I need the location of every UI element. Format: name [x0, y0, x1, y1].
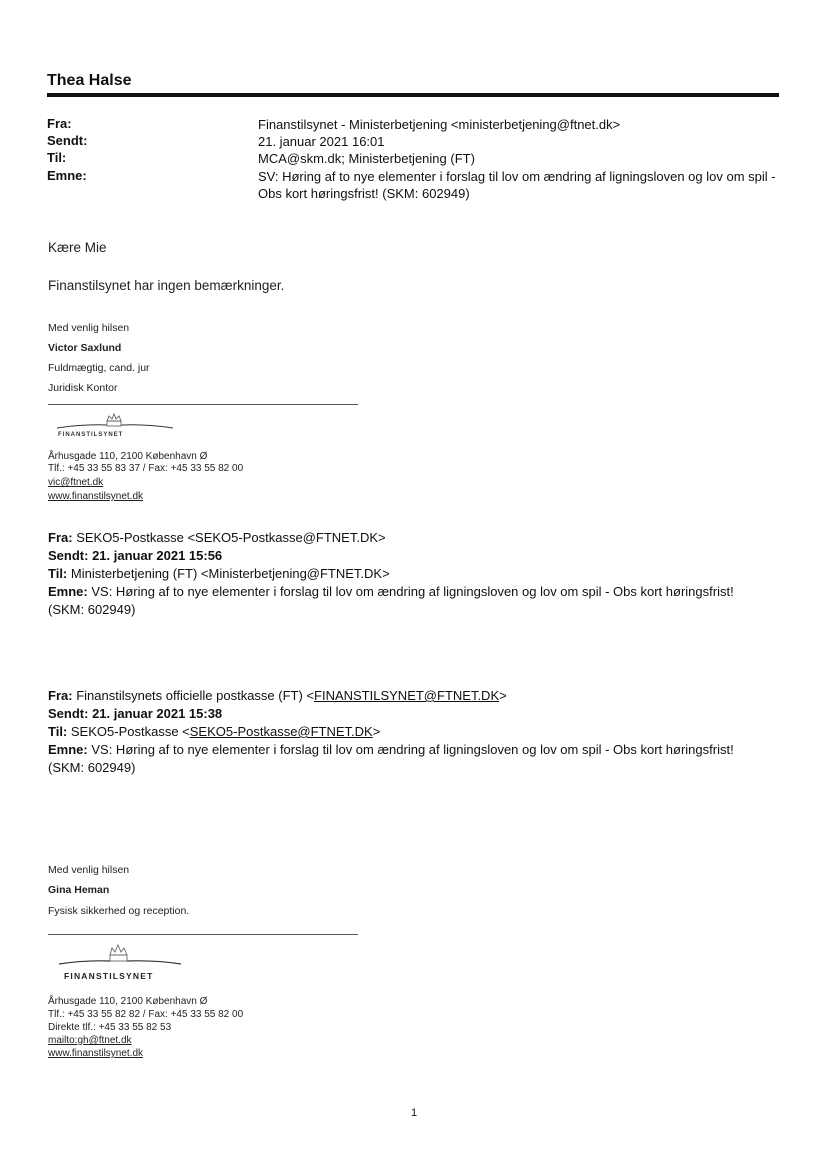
sender-name: Thea Halse — [47, 72, 132, 89]
header-sent-label: Sendt: — [47, 133, 88, 148]
sig1-name: Victor Saxlund — [48, 342, 122, 354]
sig2-logo-text: FINANSTILSYNET — [64, 971, 154, 981]
fw2-to-email-link[interactable]: SEKO5-Postkasse@FTNET.DK — [189, 724, 373, 739]
fw2-subject: VS: Høring af to nye elementer i forslag til lov om ændring af ligningsloven og lov om spil - Obs kort høringsfrist! (SKM: 602949) — [48, 742, 734, 775]
fw2-to-prefix: SEKO5-Postkasse — [70, 724, 183, 739]
fw2-subject-label: Emne: — [48, 742, 88, 757]
sig1-web-link[interactable]: www.finanstilsynet.dk — [48, 491, 144, 502]
sig1-logo-text: FINANSTILSYNET — [58, 432, 124, 438]
page-number: 1 — [410, 1107, 418, 1119]
fw1-from-label: Fra: — [48, 530, 73, 545]
forward2-block — [48, 687, 748, 777]
fw2-to-open: < — [182, 724, 190, 739]
fw1-from: SEKO5-Postkasse <SEKO5-Postkasse@FTNET.DK> — [76, 530, 386, 545]
fw2-to-end: > — [372, 724, 381, 739]
sig1-rule — [48, 404, 358, 405]
sig1-closing: Med venlig hilsen — [48, 322, 130, 334]
sig1-address: Århusgade 110, 2100 København Ø — [48, 451, 208, 462]
sig2-closing: Med venlig hilsen — [48, 864, 130, 876]
sig2-web-link[interactable]: www.finanstilsynet.dk — [48, 1048, 144, 1059]
sig2-name: Gina Heman — [48, 884, 110, 896]
fw2-from-name: Finanstilsynets officielle postkasse (FT) < — [76, 688, 315, 703]
fw2-from-label: Fra: — [48, 688, 73, 703]
sig2-address: Århusgade 110, 2100 København Ø — [48, 996, 208, 1007]
header-to-value: MCA@skm.dk; Ministerbetjening (FT) — [258, 151, 475, 166]
sig1-title: Fuldmægtig, cand. jur — [48, 362, 150, 374]
message-body: Finanstilsynet har ingen bemærkninger. — [48, 278, 285, 293]
fw1-to-label: Til: — [48, 566, 68, 581]
sig2-phone: Tlf.: +45 33 55 82 82 / Fax: +45 33 55 82 00 — [48, 1009, 244, 1020]
fw1-subject: VS: Høring af to nye elementer i forslag til lov om ændring af ligningsloven og lov om spil - Obs kort høringsfrist! (SKM: 602949) — [48, 584, 734, 617]
sig2-title: Fysisk sikkerhed og reception. — [48, 905, 190, 917]
sig2-rule — [48, 934, 358, 935]
fw1-sent-label: Sendt: — [48, 548, 89, 563]
header-rule — [47, 93, 779, 97]
sig1-email-link[interactable]: vic@ftnet.dk — [48, 477, 104, 488]
fw2-to-label: Til: — [48, 724, 68, 739]
sig2-email-link[interactable]: mailto:gh@ftnet.dk — [48, 1035, 132, 1046]
header-subject-value: SV: Høring af to nye elementer i forslag til lov om ændring af ligningsloven og lov om spil - Obs kort høringsfrist! (SKM: 602949) — [258, 169, 776, 201]
forward1-block — [48, 529, 748, 619]
fw2-sent-label: Sendt: — [48, 706, 89, 721]
header-sent-value: 21. januar 2021 16:01 — [258, 134, 385, 149]
fw2-from-end: > — [499, 688, 507, 703]
fw1-subject-label: Emne: — [48, 584, 88, 599]
sig1-phone: Tlf.: +45 33 55 83 37 / Fax: +45 33 55 82 00 — [48, 463, 244, 474]
fw1-sent: 21. januar 2021 15:56 — [92, 548, 223, 563]
header-subject-label: Emne: — [47, 168, 87, 183]
greeting: Kære Mie — [48, 240, 107, 255]
header-from-value: Finanstilsynet - Ministerbetjening <ministerbetjening@ftnet.dk> — [258, 117, 621, 132]
fw1-to: Ministerbetjening (FT) <Ministerbetjening@FTNET.DK> — [70, 566, 390, 581]
header-from-label: Fra: — [47, 116, 72, 131]
fw2-from-email-link[interactable]: FINANSTILSYNET@FTNET.DK — [314, 688, 500, 703]
header-to-label: Til: — [47, 150, 67, 165]
sig1-department: Juridisk Kontor — [48, 382, 118, 394]
finanstilsynet-logo — [55, 410, 175, 450]
sig2-direct: Direkte tlf.: +45 33 55 82 53 — [48, 1022, 172, 1033]
fw2-sent: 21. januar 2021 15:38 — [92, 706, 223, 721]
